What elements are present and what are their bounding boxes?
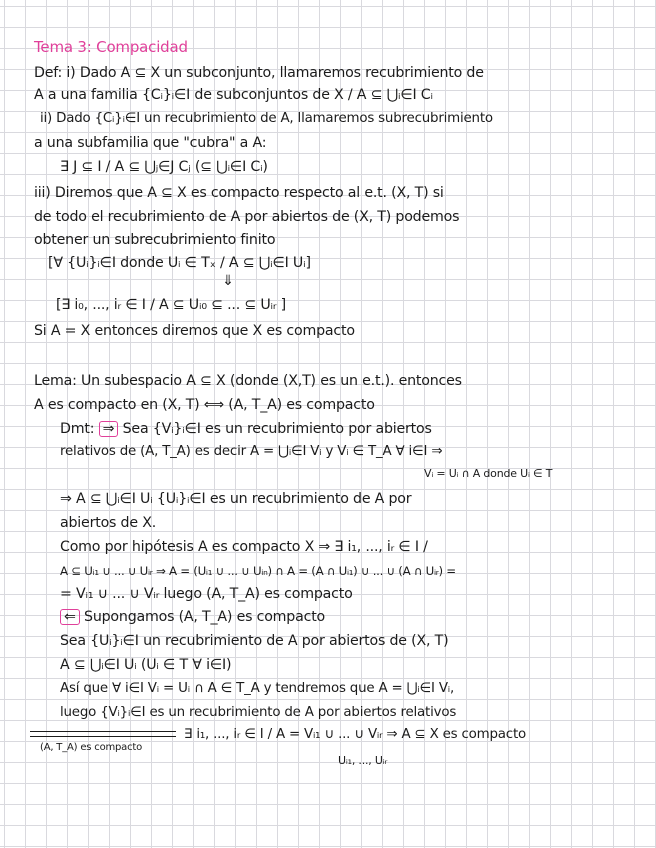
page-title: Tema 3: Compacidad	[34, 38, 188, 56]
double-implication-arrow	[30, 731, 176, 737]
proof-label: Dmt:	[60, 421, 95, 437]
proof-line-9	[60, 608, 325, 626]
backward-direction-box: ⇐	[60, 609, 80, 625]
proof-line-9-text: Supongamos (A, T_A) es compacto	[84, 609, 326, 625]
proof-line-14: ∃ i₁, ..., iᵣ ∈ I / A = Vᵢ₁ ∪ ... ∪ Vᵢᵣ ⇒ A ⊆ X es compacto	[184, 727, 527, 742]
proof-line-3: Vᵢ = Uᵢ ∩ A donde Uᵢ ∈ T	[424, 467, 553, 480]
proof-line-5: abiertos de X.	[60, 515, 157, 531]
definition-line-2: A a una familia {Cᵢ}ᵢ∈I de subconjuntos de X / A ⊆ ⋃ᵢ∈I Cᵢ	[34, 87, 433, 103]
definition-line-5: ∃ J ⊆ I / A ⊆ ⋃ⱼ∈J Cⱼ (⊆ ⋃ᵢ∈I Cᵢ)	[60, 159, 268, 175]
definition-line-3: ii) Dado {Cᵢ}ᵢ∈I un recubrimiento de A, llamaremos subrecubrimiento	[40, 111, 493, 126]
compact-note: (A, T_A) es compacto	[40, 742, 143, 753]
lemma-line-2: A es compacto en (X, T) ⟺ (A, T_A) es compacto	[34, 397, 375, 413]
proof-line-2: relativos de (A, T_A) es decir A = ⋃ᵢ∈I Vᵢ y Vᵢ ∈ T_A ∀ i∈I ⇒	[60, 444, 443, 459]
definition-line-6: iii) Diremos que A ⊆ X es compacto respecto al e.t. (X, T) si	[34, 185, 444, 201]
forward-direction-box: ⇒	[99, 421, 119, 437]
proof-line-10: Sea {Uᵢ}ᵢ∈I un recubrimiento de A por abiertos de (X, T)	[60, 633, 449, 649]
proof-line-12: Así que ∀ i∈I Vᵢ = Uᵢ ∩ A ∈ T_A y tendremos que A = ⋃ᵢ∈I Vᵢ,	[60, 681, 455, 696]
proof-line-15: Uᵢ₁, ..., Uᵢᵣ	[338, 754, 388, 767]
lemma-line-1: Lema: Un subespacio A ⊆ X (donde (X,T) es un e.t.). entonces	[34, 373, 462, 389]
definition-line-4: a una subfamilia que "cubra" a A:	[34, 135, 267, 151]
proof-line-11: A ⊆ ⋃ᵢ∈I Uᵢ (Uᵢ ∈ T ∀ i∈I)	[60, 657, 232, 673]
proof-line-13: luego {Vᵢ}ᵢ∈I es un recubrimiento de A por abiertos relativos	[60, 705, 457, 720]
definition-line-12: Si A = X entonces diremos que X es compacto	[34, 323, 355, 339]
definition-line-7: de todo el recubrimiento de A por abiertos de (X, T) podemos	[34, 209, 460, 225]
implies-down-arrow: ⇓	[222, 273, 234, 289]
definition-line-11: [∃ i₀, ..., iᵣ ∈ I / A ⊆ Uᵢ₀ ⊆ ... ⊆ Uᵢᵣ ]	[56, 297, 286, 313]
definition-line-1: Def: i) Dado A ⊆ X un subconjunto, llamaremos recubrimiento de	[34, 65, 484, 81]
proof-line-1	[60, 420, 432, 438]
proof-line-8: = Vᵢ₁ ∪ ... ∪ Vᵢᵣ luego (A, T_A) es compacto	[60, 586, 353, 602]
proof-line-7: A ⊆ Uᵢ₁ ∪ ... ∪ Uᵢᵣ ⇒ A = (Uᵢ₁ ∪ ... ∪ Uᵢₙ) ∩ A = (A ∩ Uᵢ₁) ∪ ... ∪ (A ∩ Uᵢᵣ) =	[60, 564, 456, 578]
proof-line-6: Como por hipótesis A es compacto X ⇒ ∃ i₁, ..., iᵣ ∈ I /	[60, 539, 428, 555]
definition-line-8: obtener un subrecubrimiento finito	[34, 232, 276, 248]
proof-line-1-text: Sea {Vᵢ}ᵢ∈I es un recubrimiento por abiertos	[122, 421, 432, 437]
definition-line-9: [∀ {Uᵢ}ᵢ∈I donde Uᵢ ∈ Tₓ / A ⊆ ⋃ᵢ∈I Uᵢ]	[48, 255, 311, 271]
proof-line-4: ⇒ A ⊆ ⋃ᵢ∈I Uᵢ {Uᵢ}ᵢ∈I es un recubrimiento de A por	[60, 491, 412, 507]
